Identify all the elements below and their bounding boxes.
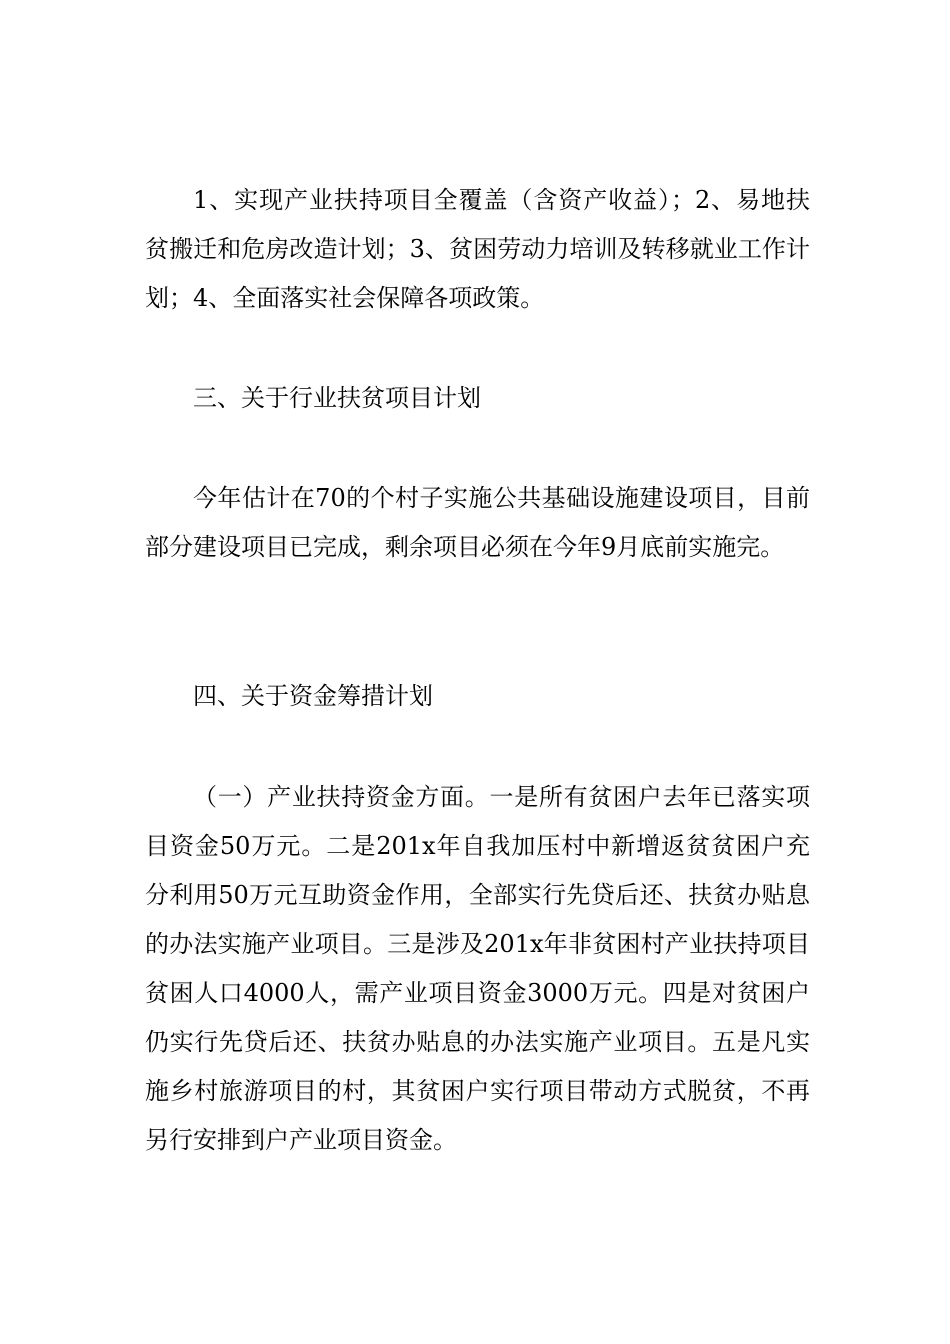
heading-fund-raising-plan: 四、关于资金筹措计划 bbox=[193, 682, 433, 710]
paragraph-industry-support-funds: （一）产业扶持资金方面。一是所有贫困户去年已落实项目资金50万元。二是201x年自我加压村中新增返贫贫困户充分利用50万元互助资金作用，全部实行先贷后还、扶贫办贴息的办法实施产业项目。三是涉及201x年非贫困村产业扶持项目贫困人口4000人，需产业项目资金3000万元。四是对贫困户仍实行先贷后还、扶贫办贴息的办法实施产业项目。五是凡实施乡村旅游项目的村，其贫困户实行项目带动方式脱贫，不再另行安排到户产业项目资金。 bbox=[145, 783, 810, 1154]
paragraph-infrastructure-projects: 今年估计在70的个村子实施公共基础设施建设项目，目前部分建设项目已完成，剩余项目必须在今年9月底前实施完。 bbox=[145, 484, 810, 561]
heading-industry-poverty-plan: 三、关于行业扶贫项目计划 bbox=[193, 384, 481, 412]
paragraph-policy-list: 1、实现产业扶持项目全覆盖（含资产收益）；2、易地扶贫搬迁和危房改造计划；3、贫困劳动力培训及转移就业工作计划；4、全面落实社会保障各项政策。 bbox=[145, 186, 810, 312]
